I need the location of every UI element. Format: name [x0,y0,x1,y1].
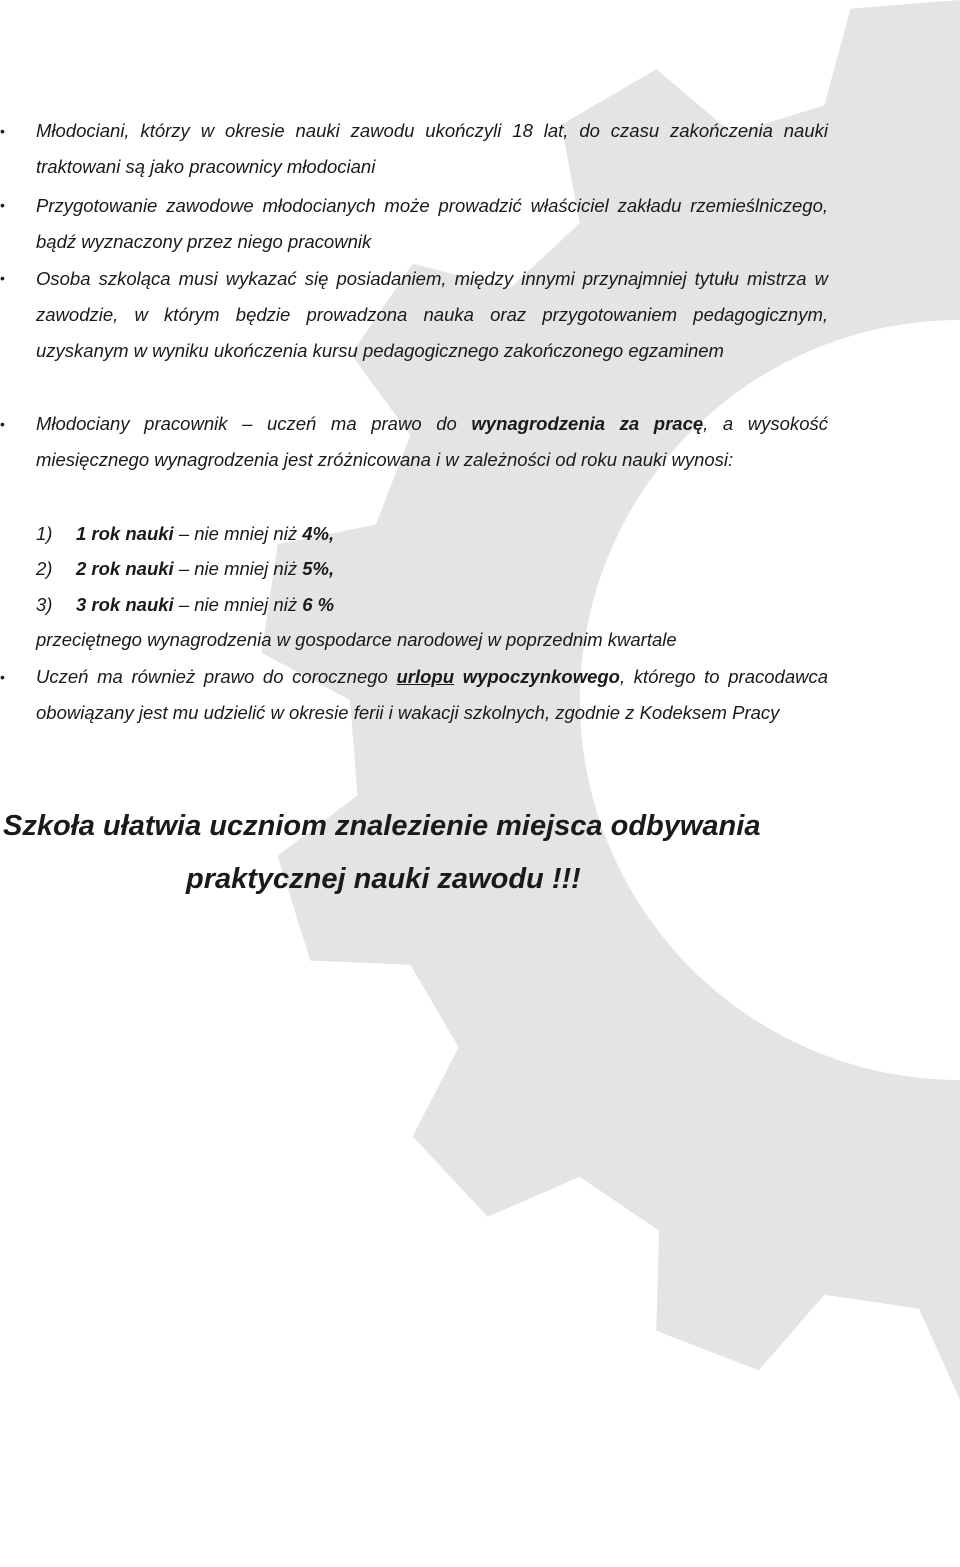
bullet-text: , którego to pracodawca obowiązany jest mu udzielić w okresie ferii i wakacji szkolnych, zgodnie z Kodeksem Pracy [36,666,829,724]
slogan-line-2: praktycznej nauki zawodu !!! [186,863,581,895]
slogan-line-1: Szkoła ułatwia uczniom znalezienie miejsca odbywania [3,810,761,842]
list-middle: – nie mniej niż [173,558,303,579]
bullet-text: Uczeń ma również prawo do corocznego [36,666,397,687]
bullet-underlined: urlopu [396,666,455,687]
bullet-text: , a wysokość miesięcznego wynagrodzenia jest zróżnicowana i w zależności od roku nauki wynosi: [36,413,828,471]
bullet-paragraph-4 [36,406,828,478]
list-year: 3 rok nauki [76,594,174,615]
wage-list-item-1 [36,522,334,546]
wage-list-item-2 [36,557,334,581]
bullet-marker: • [0,270,5,286]
bullet-emphasis: urlopu wypoczynkowego [396,666,620,687]
bullet-emphasis: wynagrodzenia za pracę [471,413,704,434]
wage-list-item-3 [36,593,334,617]
bullet-text: Osoba szkoląca musi wykazać się posiadaniem, między innymi przynajmniej tytułu mistrza w zawodzie, w którym będzie prowadzona nauka oraz przygotowaniem pedagogicznym, uzyskanym w wyniku ukończenia kursu pedagogicznego zakończonego egzaminem [36,268,828,362]
bullet-paragraph-2 [36,188,828,260]
bullet-marker: • [0,123,5,139]
list-percent: 5%, [302,558,335,579]
bullet-text: Przygotowanie zawodowe młodocianych może prowadzić właściciel zakładu rzemieślniczego, bądź wyznaczony przez niego pracownik [36,195,828,253]
list-number: 1) [36,523,53,544]
bullet-marker: • [0,197,5,213]
bullet-text: Młodociani, którzy w okresie nauki zawodu ukończyli 18 lat, do czasu zakończenia nauki traktowani są jako pracownicy młodociani [36,120,828,178]
bullet-paragraph-1 [36,113,828,185]
bullet-text: Młodociany pracownik – uczeń ma prawo do [36,413,472,434]
list-number: 2) [36,558,53,579]
list-percent: 6 % [302,594,335,615]
wage-list-closing: przeciętnego wynagrodzenia w gospodarce narodowej w poprzednim kwartale [36,629,677,650]
bullet-paragraph-3 [36,261,828,370]
list-percent: 4%, [302,523,335,544]
list-middle: – nie mniej niż [173,594,303,615]
list-number: 3) [36,594,53,615]
list-year: 1 rok nauki [76,523,174,544]
bullet-paragraph-5 [36,659,828,731]
bullet-marker: • [0,669,5,685]
list-year: 2 rok nauki [76,558,174,579]
list-middle: – nie mniej niż [173,523,303,544]
bullet-marker: • [0,416,5,432]
